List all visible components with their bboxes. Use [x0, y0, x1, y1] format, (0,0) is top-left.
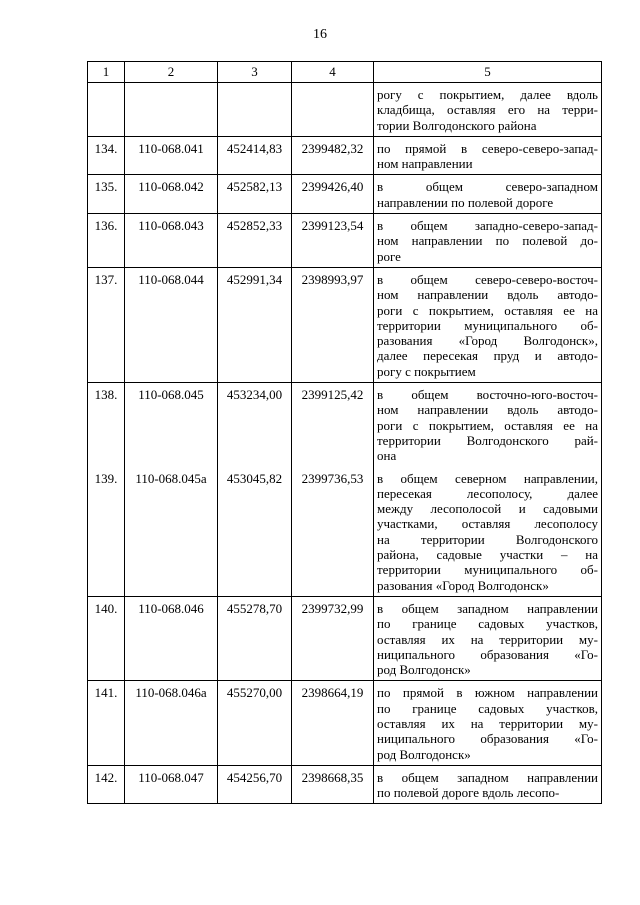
point-number-cell: 134. — [88, 136, 125, 175]
description-cell — [374, 596, 602, 680]
coord-y-cell: 2399123,54 — [292, 214, 374, 268]
coord-y-cell: 2399482,32 — [292, 136, 374, 175]
description-line: ном направлении — [377, 156, 473, 172]
coord-x-cell: 455270,00 — [218, 681, 292, 765]
description-line: в общем северо-западном — [377, 179, 598, 195]
description-line: в общем западном направлении — [377, 769, 598, 785]
description-line: рогу с покрытием, далее вдоль — [377, 87, 598, 102]
description-line: оставляя их на территории му- — [377, 631, 598, 647]
description-line: по границе садовых участков, — [377, 616, 598, 632]
coord-x-cell: 452852,33 — [218, 214, 292, 268]
point-code-cell: 110-068.041 — [125, 136, 218, 175]
description-line: в общем западно-северо-запад- — [377, 218, 598, 234]
point-number-cell: 140. — [88, 596, 125, 680]
header-col-4: 4 — [292, 62, 374, 83]
description-line: между лесополосой и садовыми — [377, 501, 598, 517]
table-header-row — [88, 62, 602, 83]
description-cell — [374, 467, 602, 597]
description-line: разования «Город Волгодонск» — [377, 577, 549, 593]
description-line: в общем северо-северо-восточ- — [377, 271, 598, 287]
description-line: территории Волгодонского рай- — [377, 432, 598, 448]
description-line: участками, оставляя лесополосу — [377, 516, 598, 532]
coord-y-cell: 2398993,97 — [292, 267, 374, 382]
description-cell — [374, 681, 602, 765]
description-line: роги с покрытием, оставляя ее на — [377, 417, 598, 433]
description-line: по прямой в северо-северо-запад- — [377, 140, 598, 156]
point-number-cell: 138. — [88, 383, 125, 467]
point-number-cell — [88, 83, 125, 137]
header-col-5: 5 — [374, 62, 602, 83]
description-cell — [374, 83, 602, 137]
description-line: ном направлении вдоль автодо- — [377, 287, 598, 303]
description-line: на территории Волгодонского — [377, 531, 598, 547]
description-line: далее пересекая пруд и автодо- — [377, 348, 598, 364]
table-row — [88, 214, 602, 268]
description-line: ниципального образования «Го- — [377, 731, 598, 747]
point-code-cell: 110-068.044 — [125, 267, 218, 382]
description-line: по полевой дороге вдоль лесопо- — [377, 785, 560, 801]
table-row — [88, 175, 602, 214]
point-number-cell: 141. — [88, 681, 125, 765]
description-line: в общем северном направлении, — [377, 470, 598, 486]
description-cell — [374, 383, 602, 467]
coord-x-cell: 453045,82 — [218, 467, 292, 597]
description-cell — [374, 214, 602, 268]
description-line: по границе садовых участков, — [377, 700, 598, 716]
description-line: в общем восточно-юго-восточ- — [377, 387, 598, 403]
point-code-cell: 110-068.045 — [125, 383, 218, 467]
coord-x-cell: 452414,83 — [218, 136, 292, 175]
point-code-cell: 110-068.046а — [125, 681, 218, 765]
header-col-1: 1 — [88, 62, 125, 83]
point-code-cell: 110-068.045а — [125, 467, 218, 597]
table-row — [88, 267, 602, 382]
coord-y-cell: 2399736,53 — [292, 467, 374, 597]
description-cell — [374, 765, 602, 804]
coord-y-cell: 2399125,42 — [292, 383, 374, 467]
point-number-cell: 137. — [88, 267, 125, 382]
table-row — [88, 681, 602, 765]
description-line: разования «Город Волгодонск», — [377, 333, 598, 349]
description-line: роге — [377, 248, 401, 264]
description-line: по прямой в южном направлении — [377, 685, 598, 701]
point-code-cell — [125, 83, 218, 137]
coord-x-cell: 453234,00 — [218, 383, 292, 467]
description-cell — [374, 267, 602, 382]
coord-x-cell — [218, 83, 292, 137]
description-line: рогу с покрытием — [377, 363, 476, 379]
description-line: пересекая лесополосу, далее — [377, 485, 598, 501]
table-row — [88, 83, 602, 137]
description-line: ниципального образования «Го- — [377, 646, 598, 662]
header-col-2: 2 — [125, 62, 218, 83]
description-line: род Волгодонск» — [377, 662, 471, 678]
table-row — [88, 596, 602, 680]
point-code-cell: 110-068.043 — [125, 214, 218, 268]
coord-x-cell: 452991,34 — [218, 267, 292, 382]
coord-y-cell: 2398668,35 — [292, 765, 374, 804]
coord-y-cell: 2399426,40 — [292, 175, 374, 214]
table-row — [88, 136, 602, 175]
point-number-cell: 135. — [88, 175, 125, 214]
point-code-cell: 110-068.042 — [125, 175, 218, 214]
coord-y-cell: 2398664,19 — [292, 681, 374, 765]
description-line: роги с покрытием, оставляя ее на — [377, 302, 598, 318]
description-line: направлении по полевой дороге — [377, 194, 554, 210]
description-line: род Волгодонск» — [377, 746, 471, 762]
coord-x-cell: 452582,13 — [218, 175, 292, 214]
coord-x-cell: 455278,70 — [218, 596, 292, 680]
page-number: 16 — [313, 27, 327, 42]
description-line: тории Волгодонского района — [377, 117, 537, 133]
point-number-cell: 139. — [88, 467, 125, 597]
point-code-cell: 110-068.046 — [125, 596, 218, 680]
boundary-points-table — [87, 61, 602, 804]
point-code-cell: 110-068.047 — [125, 765, 218, 804]
description-line: ном направлении по полевой до- — [377, 233, 598, 249]
header-col-3: 3 — [218, 62, 292, 83]
description-cell — [374, 175, 602, 214]
description-line: ном направлении вдоль автодо- — [377, 402, 598, 418]
description-line: кладбища, оставляя его на терри- — [377, 102, 598, 118]
description-line: в общем западном направлении — [377, 600, 598, 616]
point-number-cell: 136. — [88, 214, 125, 268]
description-line: территории муниципального об- — [377, 562, 598, 578]
description-cell — [374, 136, 602, 175]
description-line: оставляя их на территории му- — [377, 715, 598, 731]
table-row — [88, 467, 602, 597]
coord-x-cell: 454256,70 — [218, 765, 292, 804]
description-line: она — [377, 448, 397, 464]
coord-y-cell — [292, 83, 374, 137]
description-line: территории муниципального об- — [377, 317, 598, 333]
coord-y-cell: 2399732,99 — [292, 596, 374, 680]
description-line: района, садовые участки – на — [377, 547, 598, 563]
table-row — [88, 765, 602, 804]
point-number-cell: 142. — [88, 765, 125, 804]
table-row — [88, 383, 602, 467]
